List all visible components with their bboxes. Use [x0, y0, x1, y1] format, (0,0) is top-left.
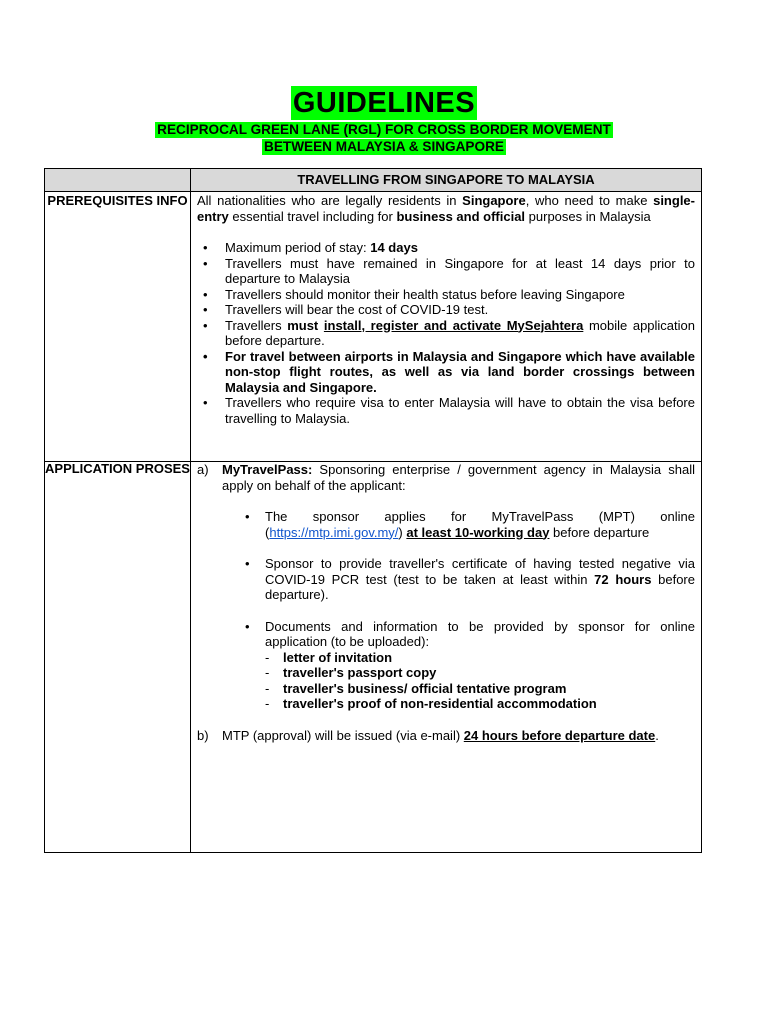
list-item: • Travellers should monitor their health status before leaving Singapore: [203, 286, 625, 302]
list-item: • Maximum period of stay: 14 days: [203, 240, 418, 255]
subtitle-line-1: RECIPROCAL GREEN LANE (RGL) FOR CROSS BORDER MOVEMENT: [157, 122, 611, 137]
header-divider: [45, 191, 701, 192]
mytravelpass-label: MyTravelPass:: [222, 462, 313, 477]
document-item: - traveller's business/ official tentative program: [265, 680, 567, 696]
list-item: • Travellers will bear the cost of COVID-19 test.: [203, 302, 489, 317]
list-item: • Travellers must have remained in Singapore for at least 14 days prior to departure to Malaysia: [203, 255, 695, 286]
application-item-b: b) MTP (approval) will be issued (via e-mail) 24 hours before departure date.: [197, 727, 659, 743]
document-title: GUIDELINES: [292, 87, 476, 119]
prerequisites-intro: All nationalities who are legally residents in Singapore, who need to make single-entry essential travel including for business and official purposes in Malaysia: [197, 193, 695, 224]
title-block: [0, 86, 768, 120]
list-item: • Travellers who require visa to enter Malaysia will have to obtain the visa before travelling to Malaysia.: [203, 395, 695, 426]
document-item: - letter of invitation: [265, 649, 393, 665]
list-item: • Documents and information to be provided by sponsor for online application (to be uploaded): - letter of invitation - traveller's passport copy - traveller's business/ official tentative program - traveller's proof of non-residential accommodation: [245, 618, 695, 711]
list-item: • Sponsor to provide traveller's certificate of having tested negative via COVID-19 PCR test (test to be taken at least within 72 hours before departure).: [245, 556, 695, 602]
documents-list: [265, 650, 695, 712]
sponsor-steps: [197, 509, 695, 712]
list-item: • The sponsor applies for MyTravelPass (MPT) online (https://mtp.imi.gov.my/) at least 10-working day before departure: [245, 509, 695, 540]
application-item-a: a) MyTravelPass: Sponsoring enterprise / government agency in Malaysia shall apply on behalf of the applicant:: [197, 462, 695, 493]
row-label-prerequisites: PREREQUISITES INFO: [47, 193, 188, 208]
subtitle-line-1-wrap: [0, 121, 768, 139]
guidelines-table: [44, 168, 702, 853]
row-label-application: APPLICATION PROSES: [45, 461, 190, 476]
application-cell: [197, 462, 695, 743]
column-header: TRAVELLING FROM SINGAPORE TO MALAYSIA: [297, 172, 595, 187]
document-item: - traveller's proof of non-residential accommodation: [265, 696, 597, 711]
subtitle-line-2: BETWEEN MALAYSIA & SINGAPORE: [264, 139, 504, 154]
subtitle-line-2-wrap: [0, 138, 768, 156]
list-item: • For travel between airports in Malaysia and Singapore which have available non-stop flight routes, as well as via land border crossings between Malaysia and Singapore.: [203, 348, 695, 395]
document-item: - traveller's passport copy: [265, 665, 437, 680]
column-divider: [190, 169, 191, 852]
mtp-link[interactable]: https://mtp.imi.gov.my/: [269, 524, 399, 540]
prerequisites-bullet-list: [197, 240, 695, 426]
prerequisites-cell: [197, 193, 695, 426]
list-item: • Travellers must install, register and activate MySejahtera mobile application before departure.: [203, 317, 695, 348]
